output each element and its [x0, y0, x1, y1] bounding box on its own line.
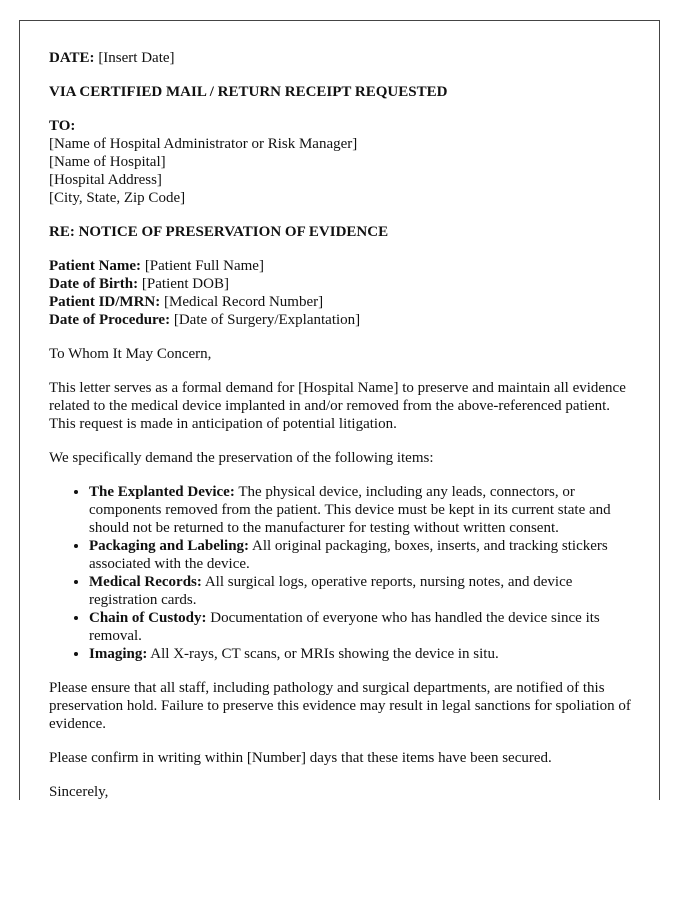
recipient-line: [Name of Hospital Administrator or Risk Manager]: [49, 136, 358, 152]
item-label: Chain of Custody:: [89, 610, 207, 626]
recipient-line: [Hospital Address]: [49, 172, 162, 188]
patient-field-value: [Patient DOB]: [141, 276, 229, 292]
subject-line: RE: NOTICE OF PRESERVATION OF EVIDENCE: [49, 224, 389, 240]
item-text: All surgical logs, operative reports, nursing notes, and device registration cards.: [89, 574, 573, 608]
patient-field-label: Patient ID/MRN:: [49, 294, 161, 310]
item-label: The Explanted Device:: [89, 484, 235, 500]
letter-body: [49, 49, 639, 800]
patient-name-line: [49, 257, 639, 275]
patient-mrn-line: [49, 293, 639, 311]
recipient-block: [49, 117, 639, 207]
confirm-paragraph: Please confirm in writing within [Number] days that these items have been secured.: [49, 750, 552, 766]
date-value: [Insert Date]: [98, 50, 175, 66]
list-item: [89, 573, 639, 609]
closing: Sincerely,: [49, 784, 109, 800]
patient-dob-line: [49, 275, 639, 293]
patient-field-label: Patient Name:: [49, 258, 142, 274]
delivery-line: VIA CERTIFIED MAIL / RETURN RECEIPT REQUESTED: [49, 84, 448, 100]
to-label: TO:: [49, 118, 76, 134]
item-label: Imaging:: [89, 646, 148, 662]
patient-field-label: Date of Birth:: [49, 276, 139, 292]
intro-paragraph: This letter serves as a formal demand for [Hospital Name] to preserve and maintain all evidence related to the medical device implanted in and/or removed from the above-referenced patient. This request is made in anticipation of potential litigation.: [49, 380, 626, 432]
item-label: Medical Records:: [89, 574, 202, 590]
patient-field-label: Date of Procedure:: [49, 312, 171, 328]
list-item: [89, 483, 639, 537]
date-line: [49, 49, 639, 67]
patient-field-value: [Date of Surgery/Explantation]: [173, 312, 361, 328]
salutation: To Whom It May Concern,: [49, 346, 212, 362]
item-label: Packaging and Labeling:: [89, 538, 250, 554]
list-item: [89, 609, 639, 645]
patient-block: [49, 257, 639, 329]
patient-field-value: [Medical Record Number]: [163, 294, 324, 310]
item-text: Documentation of everyone who has handled the device since its removal.: [89, 610, 600, 644]
recipient-line: [City, State, Zip Code]: [49, 190, 186, 206]
patient-field-value: [Patient Full Name]: [144, 258, 264, 274]
item-text: All original packaging, boxes, inserts, and tracking stickers associated with the device.: [89, 538, 608, 572]
date-label: DATE:: [49, 50, 95, 66]
list-intro: We specifically demand the preservation of the following items:: [49, 450, 434, 466]
list-item: [89, 537, 639, 573]
item-text: All X-rays, CT scans, or MRIs showing the device in situ.: [150, 646, 499, 662]
letter-page: [19, 20, 660, 800]
procedure-date-line: [49, 311, 639, 329]
evidence-list: [49, 483, 639, 663]
notice-paragraph: Please ensure that all staff, including pathology and surgical departments, are notified of this preservation hold. Failure to preserve this evidence may result in legal sanctions for spoliation of evidence.: [49, 680, 631, 732]
recipient-line: [Name of Hospital]: [49, 154, 166, 170]
item-text: The physical device, including any leads, connectors, or components removed from the patient. This device must be kept in its current state and should not be returned to the manufacturer for testing without written consent.: [89, 484, 611, 536]
list-item: [89, 645, 639, 663]
